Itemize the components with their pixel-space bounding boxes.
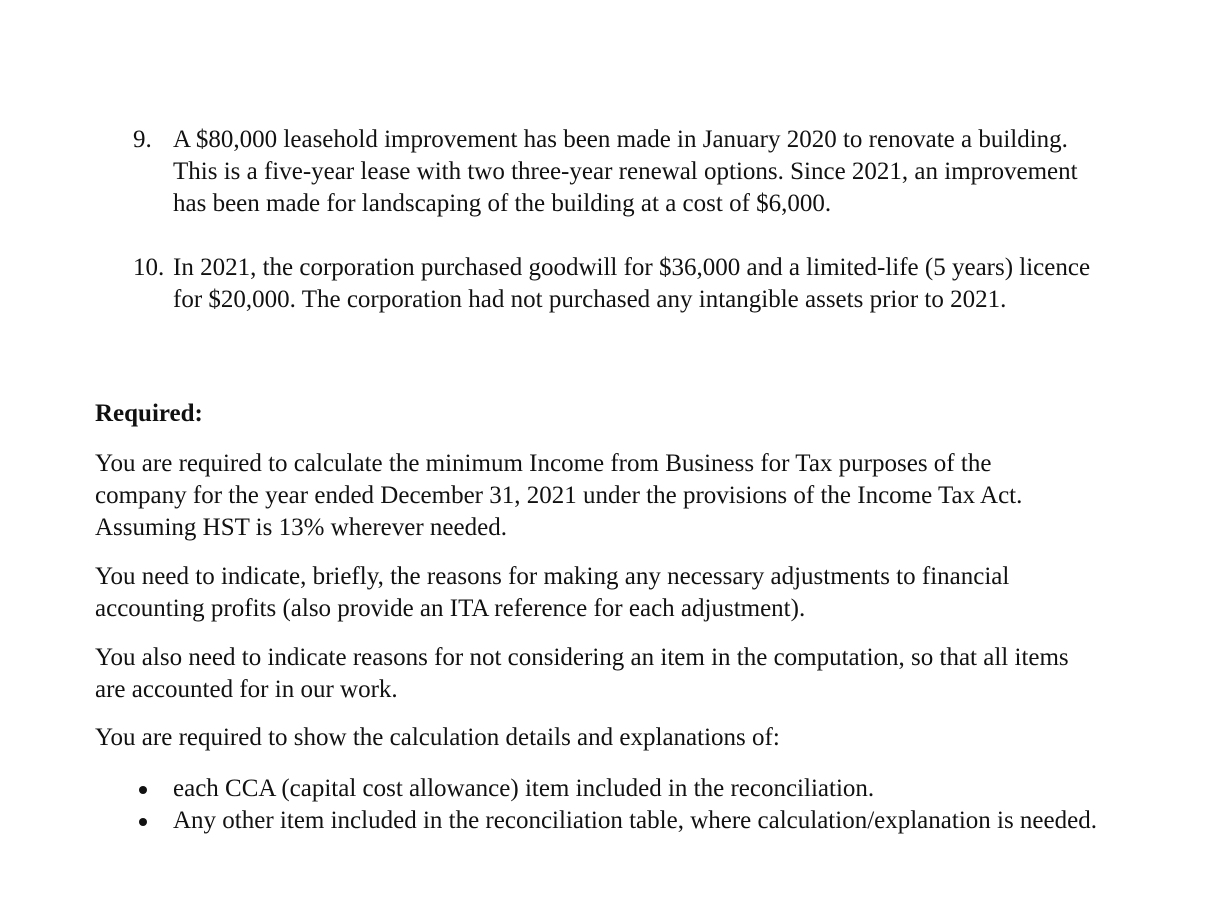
bullet-icon	[139, 818, 147, 826]
required-paragraph-2: You need to indicate, briefly, the reasons for making any necessary adjustments to financial accounting profits (also provide an ITA reference for each adjustment).	[95, 563, 1010, 622]
required-paragraph-4: You are required to show the calculation details and explanations of:	[95, 724, 780, 751]
list-item-10	[133, 252, 1113, 316]
required-paragraph-1: You are required to calculate the minimum Income from Business for Tax purposes of the company for the year ended December 31, 2021 under the provisions of the Income Tax Act. Assuming HST is 13% wherever needed.	[95, 450, 1023, 541]
bullet-text: each CCA (capital cost allowance) item included in the reconciliation.	[173, 775, 875, 802]
list-item-9	[133, 124, 1113, 220]
bullet-item	[133, 805, 1113, 837]
item-text: In 2021, the corporation purchased goodwill for $36,000 and a limited-life (5 years) licence for $20,000. The corporation had not purchased any intangible assets prior to 2021.	[173, 254, 1091, 313]
item-number: 9.	[133, 126, 152, 153]
bullet-text: Any other item included in the reconciliation table, where calculation/explanation is needed.	[173, 807, 1097, 834]
required-paragraph-3: You also need to indicate reasons for not considering an item in the computation, so that all items are accounted for in our work.	[95, 644, 1069, 703]
required-heading: Required:	[95, 400, 203, 427]
item-text: A $80,000 leasehold improvement has been made in January 2020 to renovate a building. This is a five-year lease with two three-year renewal options. Since 2021, an improvement has been made for landscaping of the building at a cost of $6,000.	[173, 126, 1078, 217]
item-number: 10.	[133, 254, 165, 281]
bullet-item	[133, 773, 1113, 805]
bullet-icon	[139, 786, 147, 794]
requirements-bullet-list	[133, 773, 1113, 837]
